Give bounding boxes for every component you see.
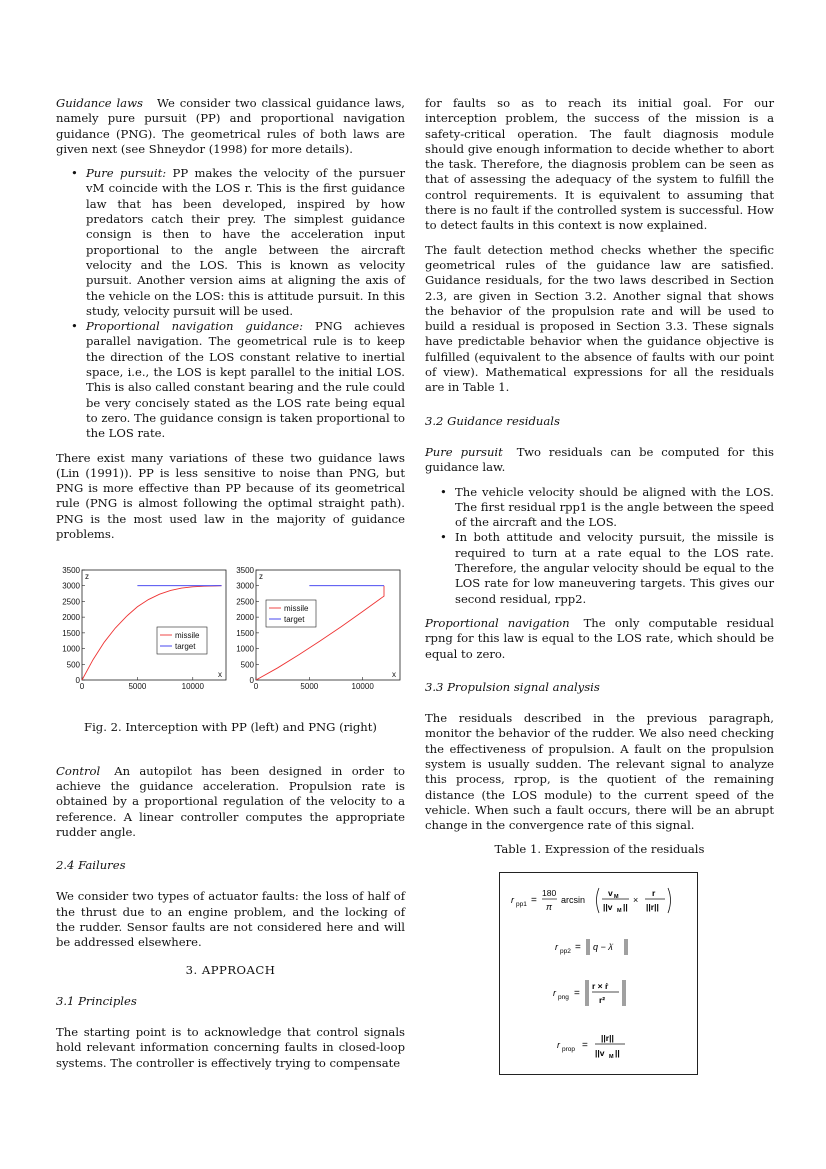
- svg-text:||v: ||v: [594, 1047, 604, 1058]
- list-item: • The vehicle velocity should be aligned with the LOS. The first residual rpp1 is the angle between the speed of the aircraft and the LOS.: [455, 485, 774, 531]
- principles-paragraph: The starting point is to acknowledge that control signals hold relevant information concerning faults in closed-loop systems. The controller is effectively trying to compensate: [56, 1025, 405, 1070]
- y-tick-label: 0: [249, 676, 254, 686]
- list-item: • In both attitude and velocity pursuit, the missile is required to turn at a rate equal to the LOS rate. Therefore, the angular velocity should be equal to the LOS rate for low maneuvering targets. This gives our second residual, rpp2.: [455, 530, 774, 606]
- y-tick-label: 0: [75, 676, 80, 686]
- equation-rpp1: [500, 883, 697, 922]
- svg-text:r²: r²: [598, 995, 605, 1006]
- faults-paragraph: for faults so as to reach its initial goal. For our interception problem, the success of the mission is a safety-critical operation. The fault diagnosis module should give enough information to decide whether to abort the task. Therefore, the diagnosis problem can be seen as that of assessing the adequacy of the system to fulfill the control requirements. It is equivalent to assuming that there is no fault if the controlled system is successful. How to detect faults in this context is now explained.: [425, 96, 774, 233]
- principles-heading: 3.1 Principles: [56, 993, 137, 1008]
- svg-text:||: ||: [614, 1047, 620, 1058]
- x-tick-label: 5000: [128, 682, 147, 692]
- propulsion-paragraph: The residuals described in the previous paragraph, monitor the behavior of the rudder. We also need checking the effectiveness of propulsion. A fault on the propulsion system is usually sudden. The relevant signal to analyze this process, rprop, is the quotient of the remaining distance (the LOS module) to the current speed of the vehicle. When such a fault occurs, there will be an abrupt change in the convergence rate of this signal.: [425, 711, 774, 833]
- svg-text:arcsin: arcsin: [560, 894, 585, 905]
- legend-label: missile: [284, 604, 309, 614]
- y-tick-label: 3000: [236, 582, 254, 592]
- svg-text:180: 180: [541, 887, 556, 898]
- y-tick-label: 500: [66, 660, 80, 670]
- x-tick-label: 10000: [181, 682, 204, 692]
- svg-text:M: M: [616, 907, 622, 914]
- svg-text:π: π: [545, 901, 552, 912]
- guidance-laws-paragraph: Guidance laws We consider two classical guidance laws, namely pure pursuit (PP) and proportional navigation guidance (PNG). The geometrical rules of both laws are given next (see Shneydor (1998) for more details).: [56, 96, 405, 156]
- residuals-list: [425, 485, 774, 607]
- svg-text:=: =: [574, 942, 581, 954]
- svg-text:||r||: ||r||: [645, 901, 659, 912]
- propulsion-heading: 3.3 Propulsion signal analysis: [425, 679, 600, 694]
- svg-text:||r||: ||r||: [600, 1032, 614, 1043]
- y-axis-label: z: [85, 572, 89, 582]
- fault-detection-paragraph: The fault detection method checks whether the specific geometrical rules of the guidance law are satisfied. Guidance residuals, for the two laws described in Section 2.3, are given in Section 3.2. Another signal that shows the behavior of the propulsion rate and will be used to build a residual is proposed in Section 3.3. These signals have predictable behavior when the guidance objective is fulfilled (equivalent to the absence of faults with our point of view). Mathematical expressions for all the residuals are in Table 1.: [425, 242, 774, 395]
- svg-text:prop: prop: [561, 1045, 575, 1053]
- svg-text:=: =: [581, 1039, 588, 1051]
- svg-text:=: =: [573, 988, 580, 1000]
- y-tick-label: 1000: [62, 644, 80, 654]
- approach-heading: 3. APPROACH: [185, 962, 276, 977]
- table-caption: Table 1. Expression of the residuals: [494, 842, 705, 857]
- control-paragraph: Control An autopilot has been designed in order to achieve the guidance acceleration. Propulsion rate is obtained by a proportional regulation of the velocity to a reference. A linear controller computes the appropriate rudder angle.: [56, 763, 405, 839]
- svg-text:pp2: pp2: [559, 948, 571, 956]
- y-tick-label: 3000: [62, 582, 80, 592]
- svg-text:q − λ̇: q − λ̇: [592, 942, 613, 953]
- svg-text:=: =: [530, 894, 537, 906]
- variations-paragraph: There exist many variations of these two guidance laws (Lin (1991)). PP is less sensitive to noise than PNG, but PNG is more effective than PP because of its geometrical rule (PNG is almost following the optimal straight path). PNG is the most used law in the majority of guidance problems.: [56, 450, 405, 542]
- svg-text:||v: ||v: [602, 901, 612, 912]
- y-tick-label: 500: [240, 660, 254, 670]
- svg-text:×: ×: [632, 894, 638, 905]
- figure-2: [56, 562, 405, 712]
- y-tick-label: 1500: [236, 629, 254, 639]
- pp-chart: [56, 562, 228, 692]
- y-tick-label: 2000: [236, 613, 254, 623]
- x-tick-label: 10000: [351, 682, 374, 692]
- left-column: [56, 96, 405, 1080]
- legend-label: target: [175, 642, 196, 652]
- x-tick-label: 5000: [300, 682, 319, 692]
- svg-text:r: r: [554, 942, 558, 953]
- y-tick-label: 2000: [62, 613, 80, 623]
- x-axis-label: x: [392, 670, 396, 680]
- right-column: [425, 96, 774, 1075]
- svg-text:M: M: [613, 893, 619, 900]
- svg-text:r: r: [552, 988, 556, 999]
- y-tick-label: 3500: [62, 566, 80, 576]
- guidance-residuals-heading: 3.2 Guidance residuals: [425, 413, 560, 428]
- residuals-table: [499, 872, 698, 1075]
- guidance-laws-list: [56, 166, 405, 441]
- svg-text:M: M: [608, 1053, 614, 1060]
- proportional-navigation-paragraph: Proportional navigation The only computable residual rpng for this law is equal to the LOS rate, which should be equal to zero.: [425, 615, 775, 661]
- figure-caption: Fig. 2. Interception with PP (left) and PNG (right): [84, 720, 377, 735]
- x-tick-label: 0: [253, 682, 259, 692]
- y-tick-label: 2500: [62, 597, 80, 607]
- y-tick-label: 2500: [236, 597, 254, 607]
- x-tick-label: 0: [79, 682, 85, 692]
- svg-text:v: v: [607, 887, 613, 898]
- svg-text:r: r: [556, 1039, 560, 1050]
- list-item: • Proportional navigation guidance: PNG achieves parallel navigation. The geometrical rule is to keep the direction of the LOS constant relative to inertial space, i.e., the LOS is kept parallel to the initial LOS. This is also called constant bearing and the rule could be very concisely stated as the LOS rate being equal to zero. The guidance consign is taken proportional to the LOS rate.: [86, 319, 405, 441]
- y-axis-label: z: [259, 572, 263, 582]
- list-item: • Pure pursuit: PP makes the velocity of the pursuer vM coincide with the LOS r. This is the first guidance law that has been developed, inspired by how predators catch their prey. The simplest guidance consign is then to have the acceleration input proportional to the angle between the aircraft velocity and the LOS. This is known as velocity pursuit. Another version aims at aligning the axis of the vehicle on the LOS: this is attitude pursuit. In this study, velocity pursuit will be used.: [86, 166, 405, 319]
- svg-text:png: png: [557, 994, 569, 1002]
- pure-pursuit-paragraph: Pure pursuit Two residuals can be computed for this guidance law.: [425, 444, 774, 475]
- svg-text:r: r: [510, 894, 514, 905]
- x-axis-label: x: [218, 670, 222, 680]
- equation-rpng: [500, 977, 697, 1014]
- equation-rprop: [500, 1029, 697, 1066]
- legend-label: missile: [175, 631, 200, 641]
- png-chart: [230, 562, 402, 692]
- equation-rpp2: [500, 936, 697, 963]
- svg-text:r: r: [651, 887, 655, 898]
- svg-text:||: ||: [622, 901, 628, 912]
- y-tick-label: 1000: [236, 644, 254, 654]
- y-tick-label: 3500: [236, 566, 254, 576]
- y-tick-label: 1500: [62, 629, 80, 639]
- failures-paragraph: We consider two types of actuator faults: the loss of half of the thrust due to an engine problem, and the locking of the rudder. Sensor faults are not considered here and will be addressed elsewhere.: [56, 889, 405, 950]
- svg-text:pp1: pp1: [515, 900, 527, 908]
- legend-label: target: [284, 615, 305, 625]
- failures-heading: 2.4 Failures: [56, 858, 126, 873]
- svg-text:r × ṙ: r × ṙ: [591, 981, 608, 992]
